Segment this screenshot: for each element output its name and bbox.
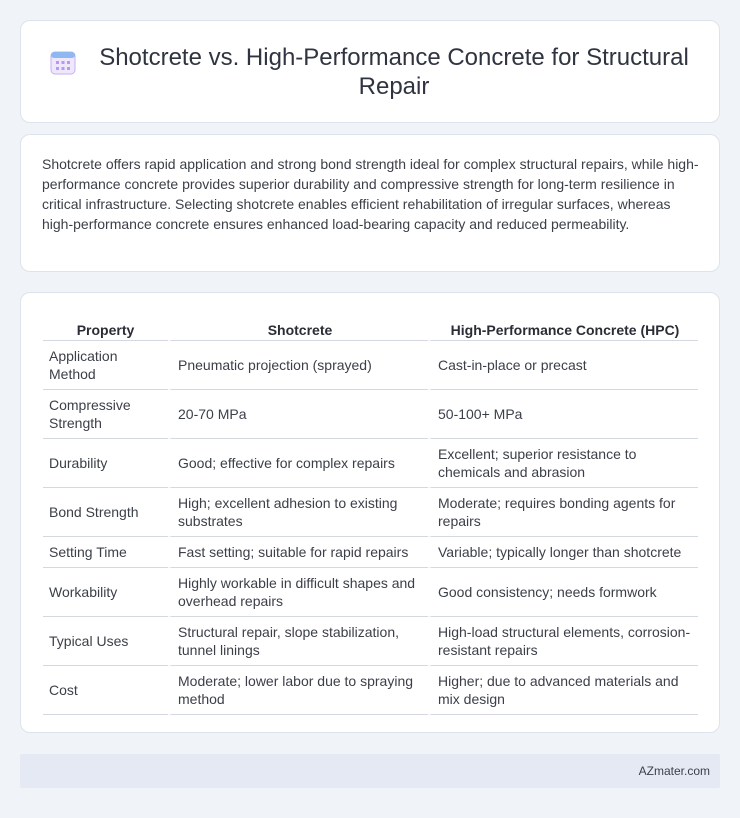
table-row	[43, 617, 698, 666]
column-header-property: Property	[43, 313, 168, 341]
column-header-hpc: High-Performance Concrete (HPC)	[428, 313, 698, 341]
shotcrete-cell: Good; effective for complex repairs	[168, 439, 428, 488]
table-row	[43, 537, 698, 568]
hpc-cell: High-load structural elements, corrosion-resistant repairs	[428, 617, 698, 666]
table-row	[43, 568, 698, 617]
property-cell: Workability	[43, 568, 168, 617]
table-row	[43, 341, 698, 390]
comparison-table-card	[20, 292, 720, 733]
footer-bar	[20, 754, 720, 788]
property-cell: Cost	[43, 666, 168, 715]
shotcrete-cell: Structural repair, slope stabilization, tunnel linings	[168, 617, 428, 666]
table-row	[43, 439, 698, 488]
hpc-cell: Excellent; superior resistance to chemicals and abrasion	[428, 439, 698, 488]
shotcrete-cell: Highly workable in difficult shapes and overhead repairs	[168, 568, 428, 617]
shotcrete-cell: Fast setting; suitable for rapid repairs	[168, 537, 428, 568]
shotcrete-cell: Moderate; lower labor due to spraying method	[168, 666, 428, 715]
property-cell: Application Method	[43, 341, 168, 390]
property-cell: Setting Time	[43, 537, 168, 568]
summary-card	[20, 134, 720, 272]
header-card	[20, 20, 720, 123]
hpc-cell: Moderate; requires bonding agents for repairs	[428, 488, 698, 537]
hpc-cell: Variable; typically longer than shotcrete	[428, 537, 698, 568]
column-header-shotcrete: Shotcrete	[168, 313, 428, 341]
property-cell: Typical Uses	[43, 617, 168, 666]
hpc-cell: Cast-in-place or precast	[428, 341, 698, 390]
hpc-cell: Higher; due to advanced materials and mix design	[428, 666, 698, 715]
comparison-table	[43, 313, 698, 715]
hpc-cell: Good consistency; needs formwork	[428, 568, 698, 617]
hpc-cell: 50-100+ MPa	[428, 390, 698, 439]
table-row	[43, 666, 698, 715]
property-cell: Durability	[43, 439, 168, 488]
summary-text: Shotcrete offers rapid application and strong bond strength ideal for complex structural repairs, while high-performance concrete provides superior durability and compressive strength for long-term resilience in critical infrastructure. Selecting shotcrete enables efficient rehabilitation of irregular surfaces, whereas high-performance concrete ensures enhanced load-bearing capacity and reduced permeability.	[42, 156, 699, 232]
shotcrete-cell: Pneumatic projection (sprayed)	[168, 341, 428, 390]
property-cell: Compressive Strength	[43, 390, 168, 439]
footer-brand: AZmater.com	[638, 764, 710, 778]
property-cell: Bond Strength	[43, 488, 168, 537]
shotcrete-cell: 20-70 MPa	[168, 390, 428, 439]
table-row	[43, 488, 698, 537]
table-header-row	[43, 313, 698, 341]
page-title: Shotcrete vs. High-Performance Concrete for Structural Repair	[99, 43, 689, 100]
table-row	[43, 390, 698, 439]
shotcrete-cell: High; excellent adhesion to existing substrates	[168, 488, 428, 537]
calendar-icon	[50, 49, 76, 75]
